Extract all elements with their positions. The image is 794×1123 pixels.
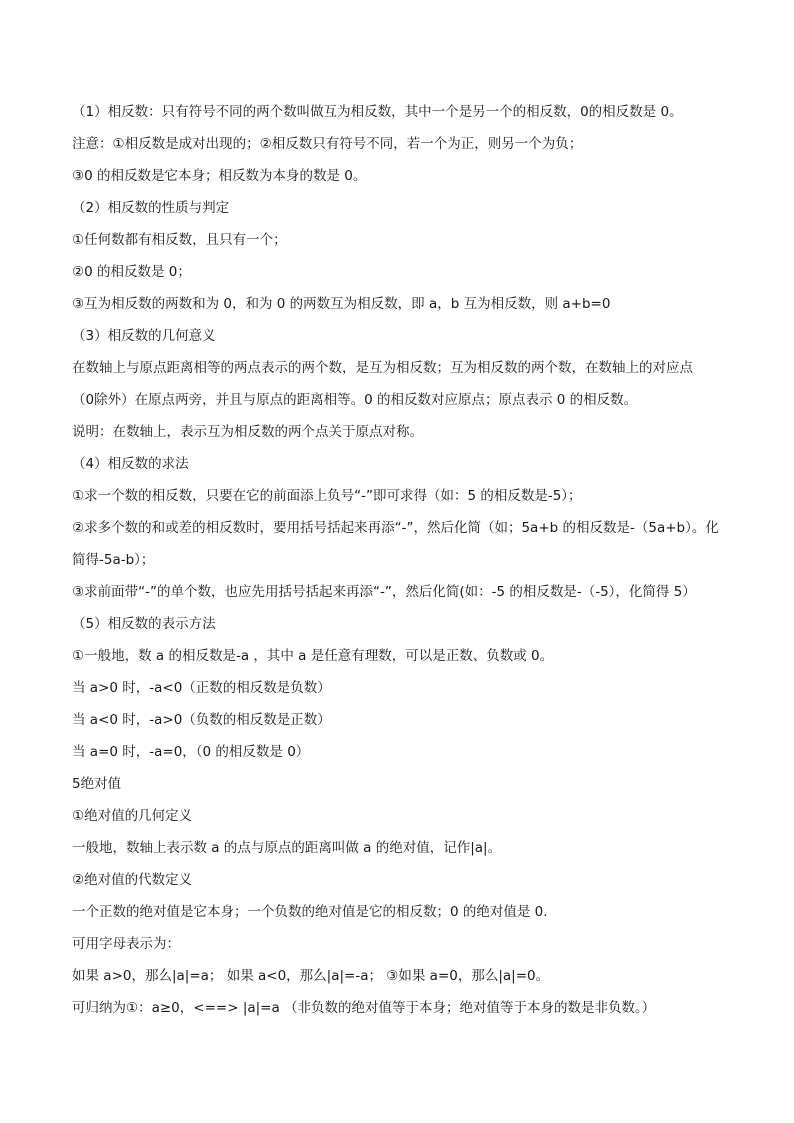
- paragraph-line: （0除外）在原点两旁，并且与原点的距离相等。0 的相反数对应原点；原点表示 0 的相反数。: [72, 392, 638, 408]
- section-heading: 5绝对值: [72, 776, 122, 792]
- definition-line: 一个正数的绝对值是它本身；一个负数的绝对值是它的相反数；0 的绝对值是 0.: [72, 904, 548, 920]
- subheading-line: ①绝对值的几何定义: [72, 808, 193, 824]
- case-line: 当 a<0 时，-a>0（负数的相反数是正数）: [72, 712, 331, 728]
- explanation-line: 说明：在数轴上，表示互为相反数的两个点关于原点对称。: [72, 424, 423, 440]
- formula-line: 如果 a>0，那么|a|=a； 如果 a<0，那么|a|=-a； ③如果 a=0，那么|a|=0。: [72, 968, 550, 984]
- definition-line: 一般地，数轴上表示数 a 的点与原点的距离叫做 a 的绝对值，记作|a|。: [72, 840, 502, 856]
- section-heading: （4）相反数的求法: [72, 456, 189, 472]
- method-line: ①求一个数的相反数，只要在它的前面添上负号“-”即可求得（如：5 的相反数是-5）；: [72, 488, 582, 504]
- paragraph-line: 在数轴上与原点距离相等的两点表示的两个数，是互为相反数；互为相反数的两个数，在数轴上的对应点: [72, 360, 693, 376]
- definition-line: （1）相反数：只有符号不同的两个数叫做互为相反数，其中一个是另一个的相反数，0的相反数是 0。: [72, 104, 683, 120]
- section-heading: （5）相反数的表示方法: [72, 616, 216, 632]
- representation-line: ①一般地，数 a 的相反数是-a ，其中 a 是任意有理数，可以是正数、负数或 0。: [72, 648, 554, 664]
- document-body: [72, 96, 732, 1024]
- property-line: ①任何数都有相反数，且只有一个；: [72, 232, 287, 248]
- section-heading: （2）相反数的性质与判定: [72, 200, 230, 216]
- method-line: 简得-5a-b）；: [72, 552, 155, 568]
- method-line: ③求前面带“-”的单个数，也应先用括号括起来再添“-”，然后化简(如：-5 的相反数是-（-5），化简得 5）: [72, 584, 696, 600]
- property-line: ③互为相反数的两数和为 0，和为 0 的两数互为相反数，即 a，b 互为相反数，则 a+b=0: [72, 296, 611, 312]
- summary-line: 可归纳为①：a≥0，<==> |a|=a （非负数的绝对值等于本身；绝对值等于本身的数是非负数。）: [72, 1000, 656, 1016]
- note-line: ③0 的相反数是它本身；相反数为本身的数是 0。: [72, 168, 367, 184]
- section-heading: （3）相反数的几何意义: [72, 328, 216, 344]
- method-line: ②求多个数的和或差的相反数时，要用括号括起来再添“-”，然后化简（如；5a+b 的相反数是-（5a+b）。化: [72, 520, 719, 536]
- case-line: 当 a=0 时，-a=0，（0 的相反数是 0）: [72, 744, 310, 760]
- subheading-line: ②绝对值的代数定义: [72, 872, 193, 888]
- property-line: ②0 的相反数是 0；: [72, 264, 191, 280]
- paragraph-line: 可用字母表示为：: [72, 936, 180, 952]
- case-line: 当 a>0 时，-a<0（正数的相反数是负数）: [72, 680, 331, 696]
- note-line: 注意：①相反数是成对出现的；②相反数只有符号不同，若一个为正，则另一个为负；: [72, 136, 583, 152]
